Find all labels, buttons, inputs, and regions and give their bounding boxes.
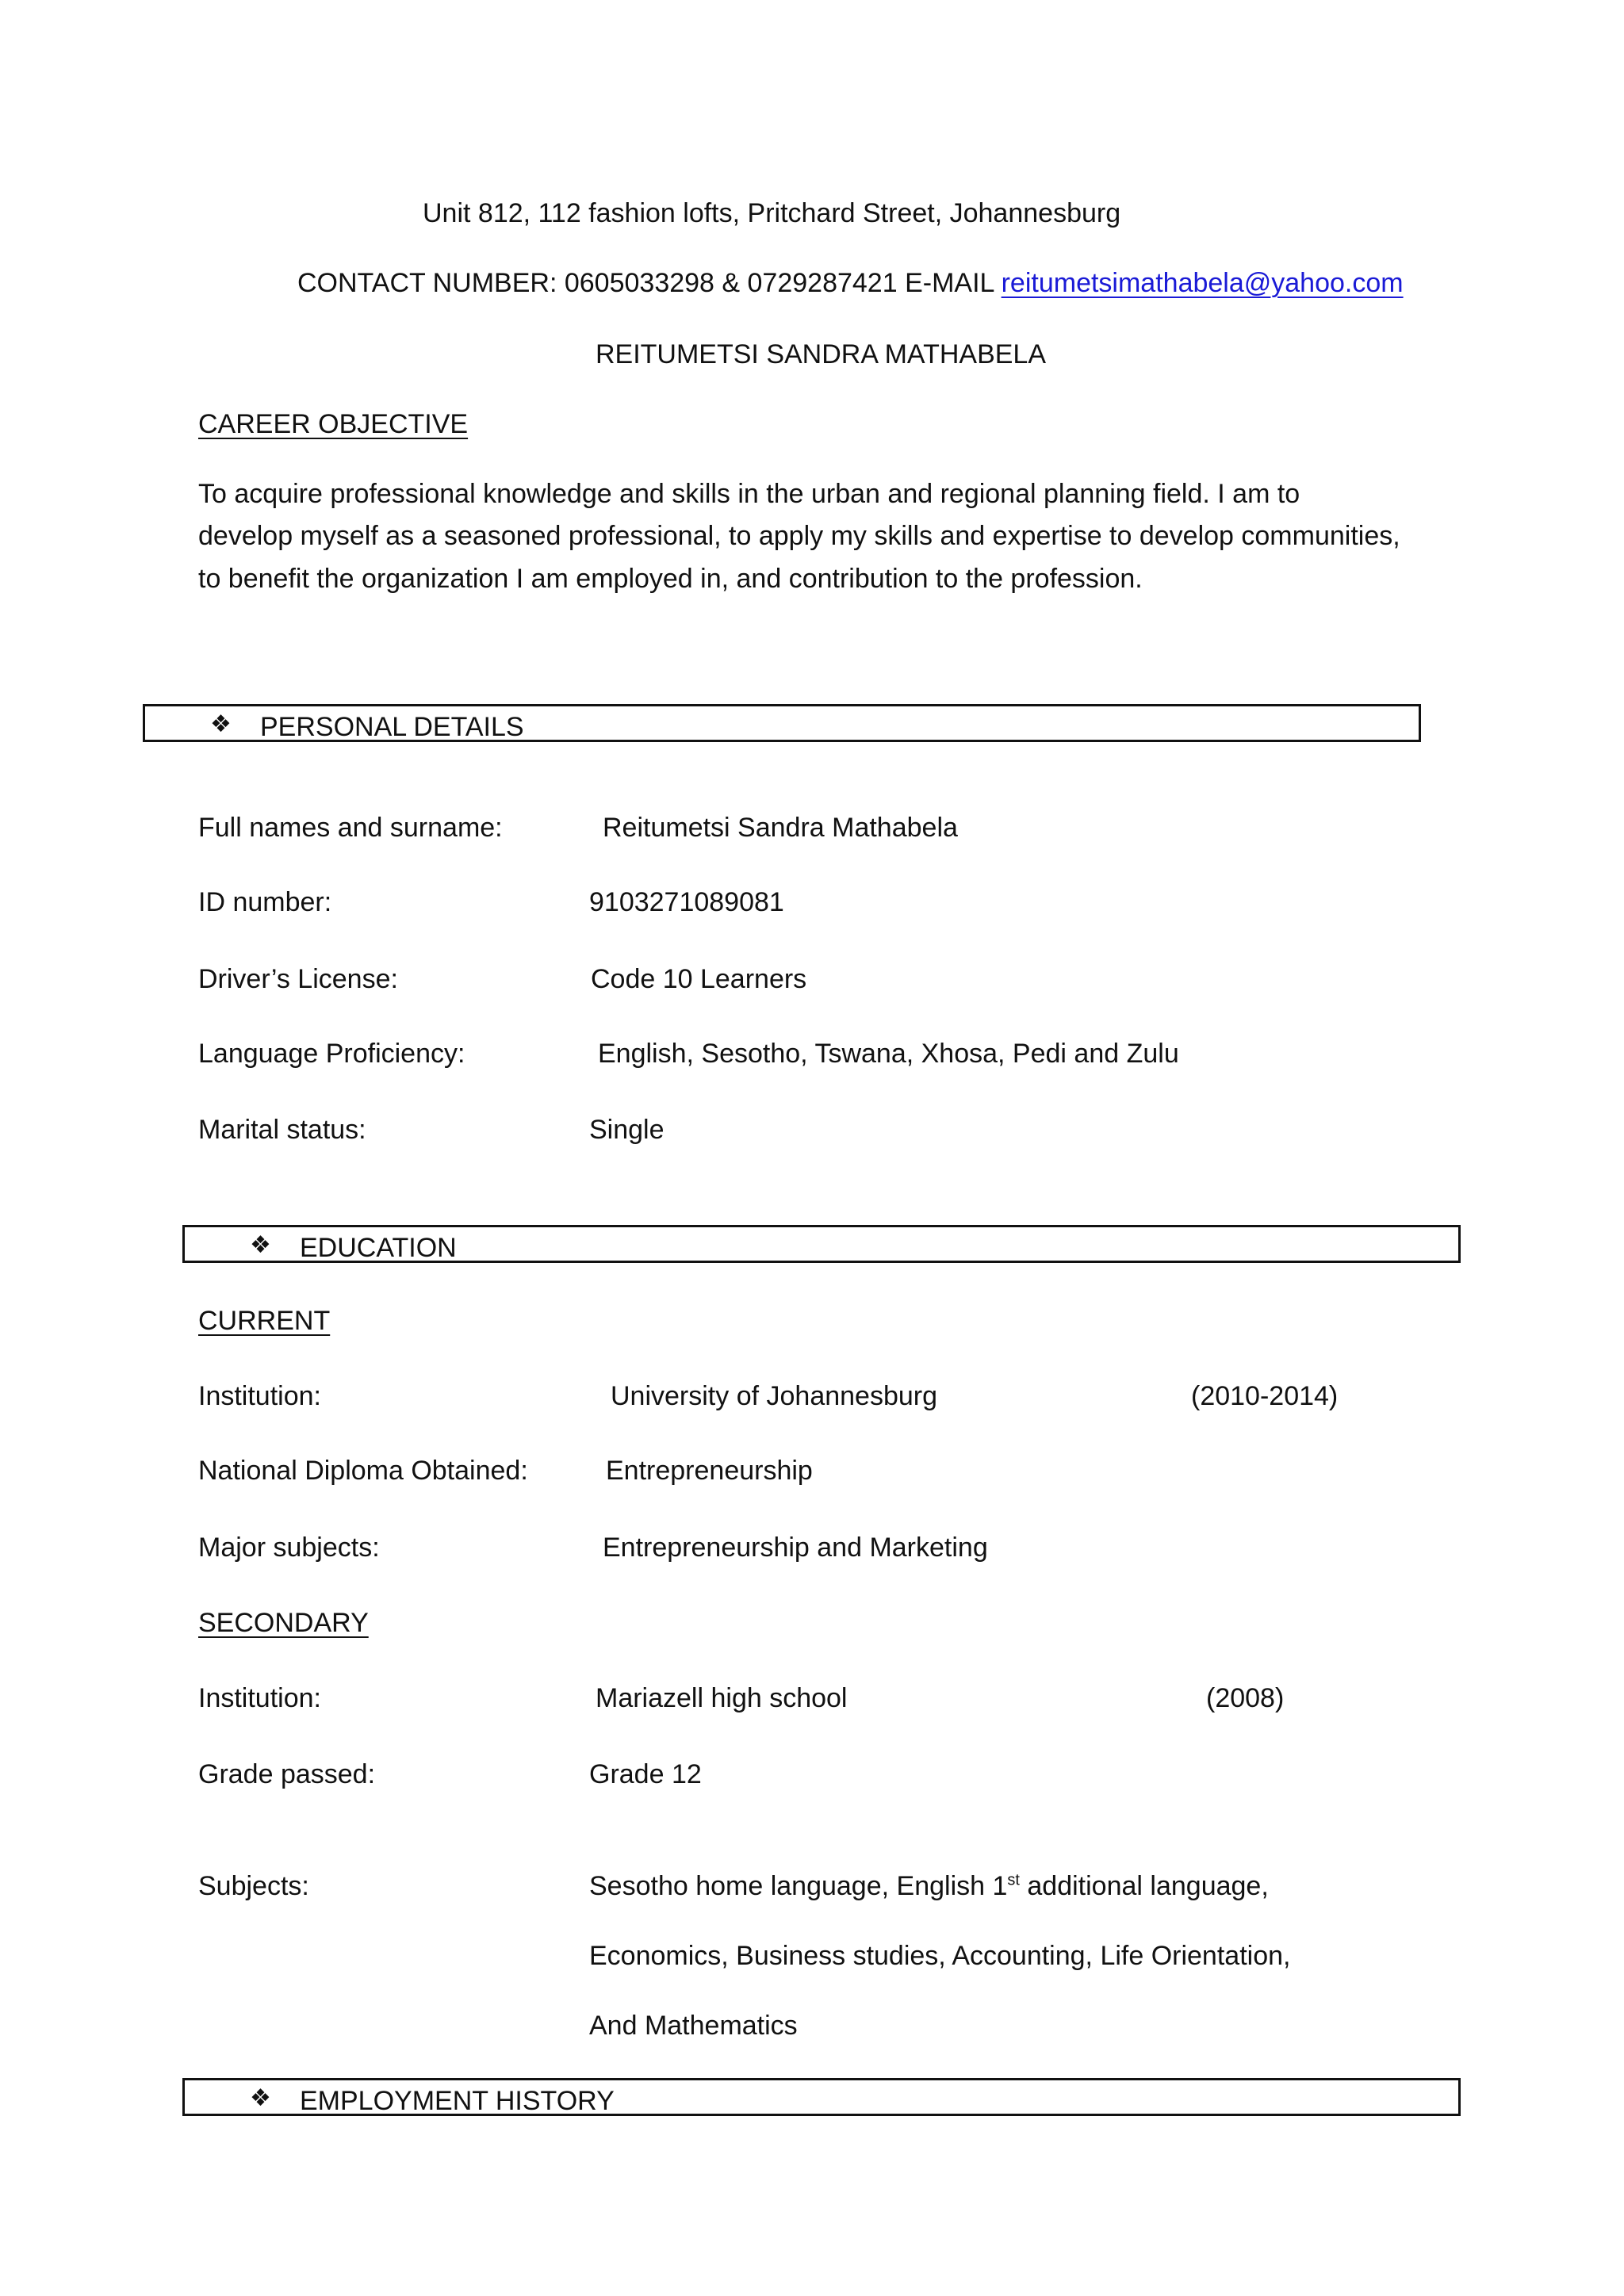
subjects-line-1-end: additional language,	[1019, 1871, 1269, 1901]
career-objective-line-2: develop myself as a seasoned professional, to apply my skills and expertise to develop communities,	[198, 521, 1400, 551]
institution-years: (2010-2014)	[1191, 1381, 1339, 1411]
institution-value: University of Johannesburg	[611, 1381, 938, 1411]
education-section-header	[182, 1225, 1461, 1263]
language-proficiency-value: English, Sesotho, Tswana, Xhosa, Pedi and Zulu	[598, 1039, 1179, 1069]
education-title: EDUCATION	[300, 1233, 457, 1263]
career-objective-heading: CAREER OBJECTIVE	[198, 409, 469, 439]
secondary-institution-value: Mariazell high school	[596, 1683, 848, 1713]
career-objective-line-3: to benefit the organization I am employed in, and contribution to the profession.	[198, 564, 1143, 594]
major-subjects-value: Entrepreneurship and Marketing	[603, 1533, 988, 1563]
contact-line	[297, 270, 1404, 297]
secondary-institution-year: (2008)	[1206, 1683, 1285, 1713]
grade-passed-value: Grade 12	[589, 1759, 702, 1789]
id-number-label: ID number:	[198, 887, 332, 917]
marital-status-label: Marital status:	[198, 1115, 366, 1145]
grade-passed-label: Grade passed:	[198, 1759, 376, 1789]
id-number-value: 9103271089081	[589, 887, 784, 917]
secondary-heading: SECONDARY	[198, 1608, 369, 1638]
subjects-line-1	[589, 1873, 1269, 1900]
subjects-label: Subjects:	[198, 1871, 309, 1901]
diploma-label: National Diploma Obtained:	[198, 1456, 528, 1486]
employment-history-title: EMPLOYMENT HISTORY	[300, 2086, 615, 2116]
address: Unit 812, 112 fashion lofts, Pritchard Street, Johannesburg	[423, 198, 1121, 228]
ordinal-suffix: st	[1007, 1871, 1020, 1889]
fullname-label: Full names and surname:	[198, 813, 503, 843]
diamond-bullet-icon: ❖	[250, 1231, 271, 1259]
career-objective-line-1: To acquire professional knowledge and skills in the urban and regional planning field. I am to	[198, 479, 1300, 509]
diamond-bullet-icon: ❖	[250, 2084, 271, 2112]
secondary-institution-label: Institution:	[198, 1683, 321, 1713]
diploma-value: Entrepreneurship	[606, 1456, 813, 1486]
marital-status-value: Single	[589, 1115, 665, 1145]
drivers-license-value: Code 10 Learners	[591, 964, 807, 994]
current-heading: CURRENT	[198, 1306, 331, 1336]
fullname-value: Reitumetsi Sandra Mathabela	[603, 813, 958, 843]
diamond-bullet-icon: ❖	[210, 710, 232, 738]
employment-history-section-header	[182, 2078, 1461, 2116]
candidate-name: REITUMETSI SANDRA MATHABELA	[595, 339, 1047, 369]
language-proficiency-label: Language Proficiency:	[198, 1039, 465, 1069]
personal-details-title: PERSONAL DETAILS	[260, 712, 524, 742]
subjects-line-1-start: Sesotho home language, English 1	[589, 1871, 1008, 1901]
subjects-line-2: Economics, Business studies, Accounting, Life Orientation,	[589, 1941, 1291, 1971]
subjects-line-3: And Mathematics	[589, 2011, 798, 2041]
major-subjects-label: Major subjects:	[198, 1533, 380, 1563]
email-link[interactable]: reitumetsimathabela@yahoo.com	[1001, 268, 1404, 298]
drivers-license-label: Driver’s License:	[198, 964, 398, 994]
contact-numbers: CONTACT NUMBER: 0605033298 & 0729287421 E-MAIL	[297, 268, 994, 298]
institution-label: Institution:	[198, 1381, 321, 1411]
personal-details-section-header	[143, 704, 1421, 742]
